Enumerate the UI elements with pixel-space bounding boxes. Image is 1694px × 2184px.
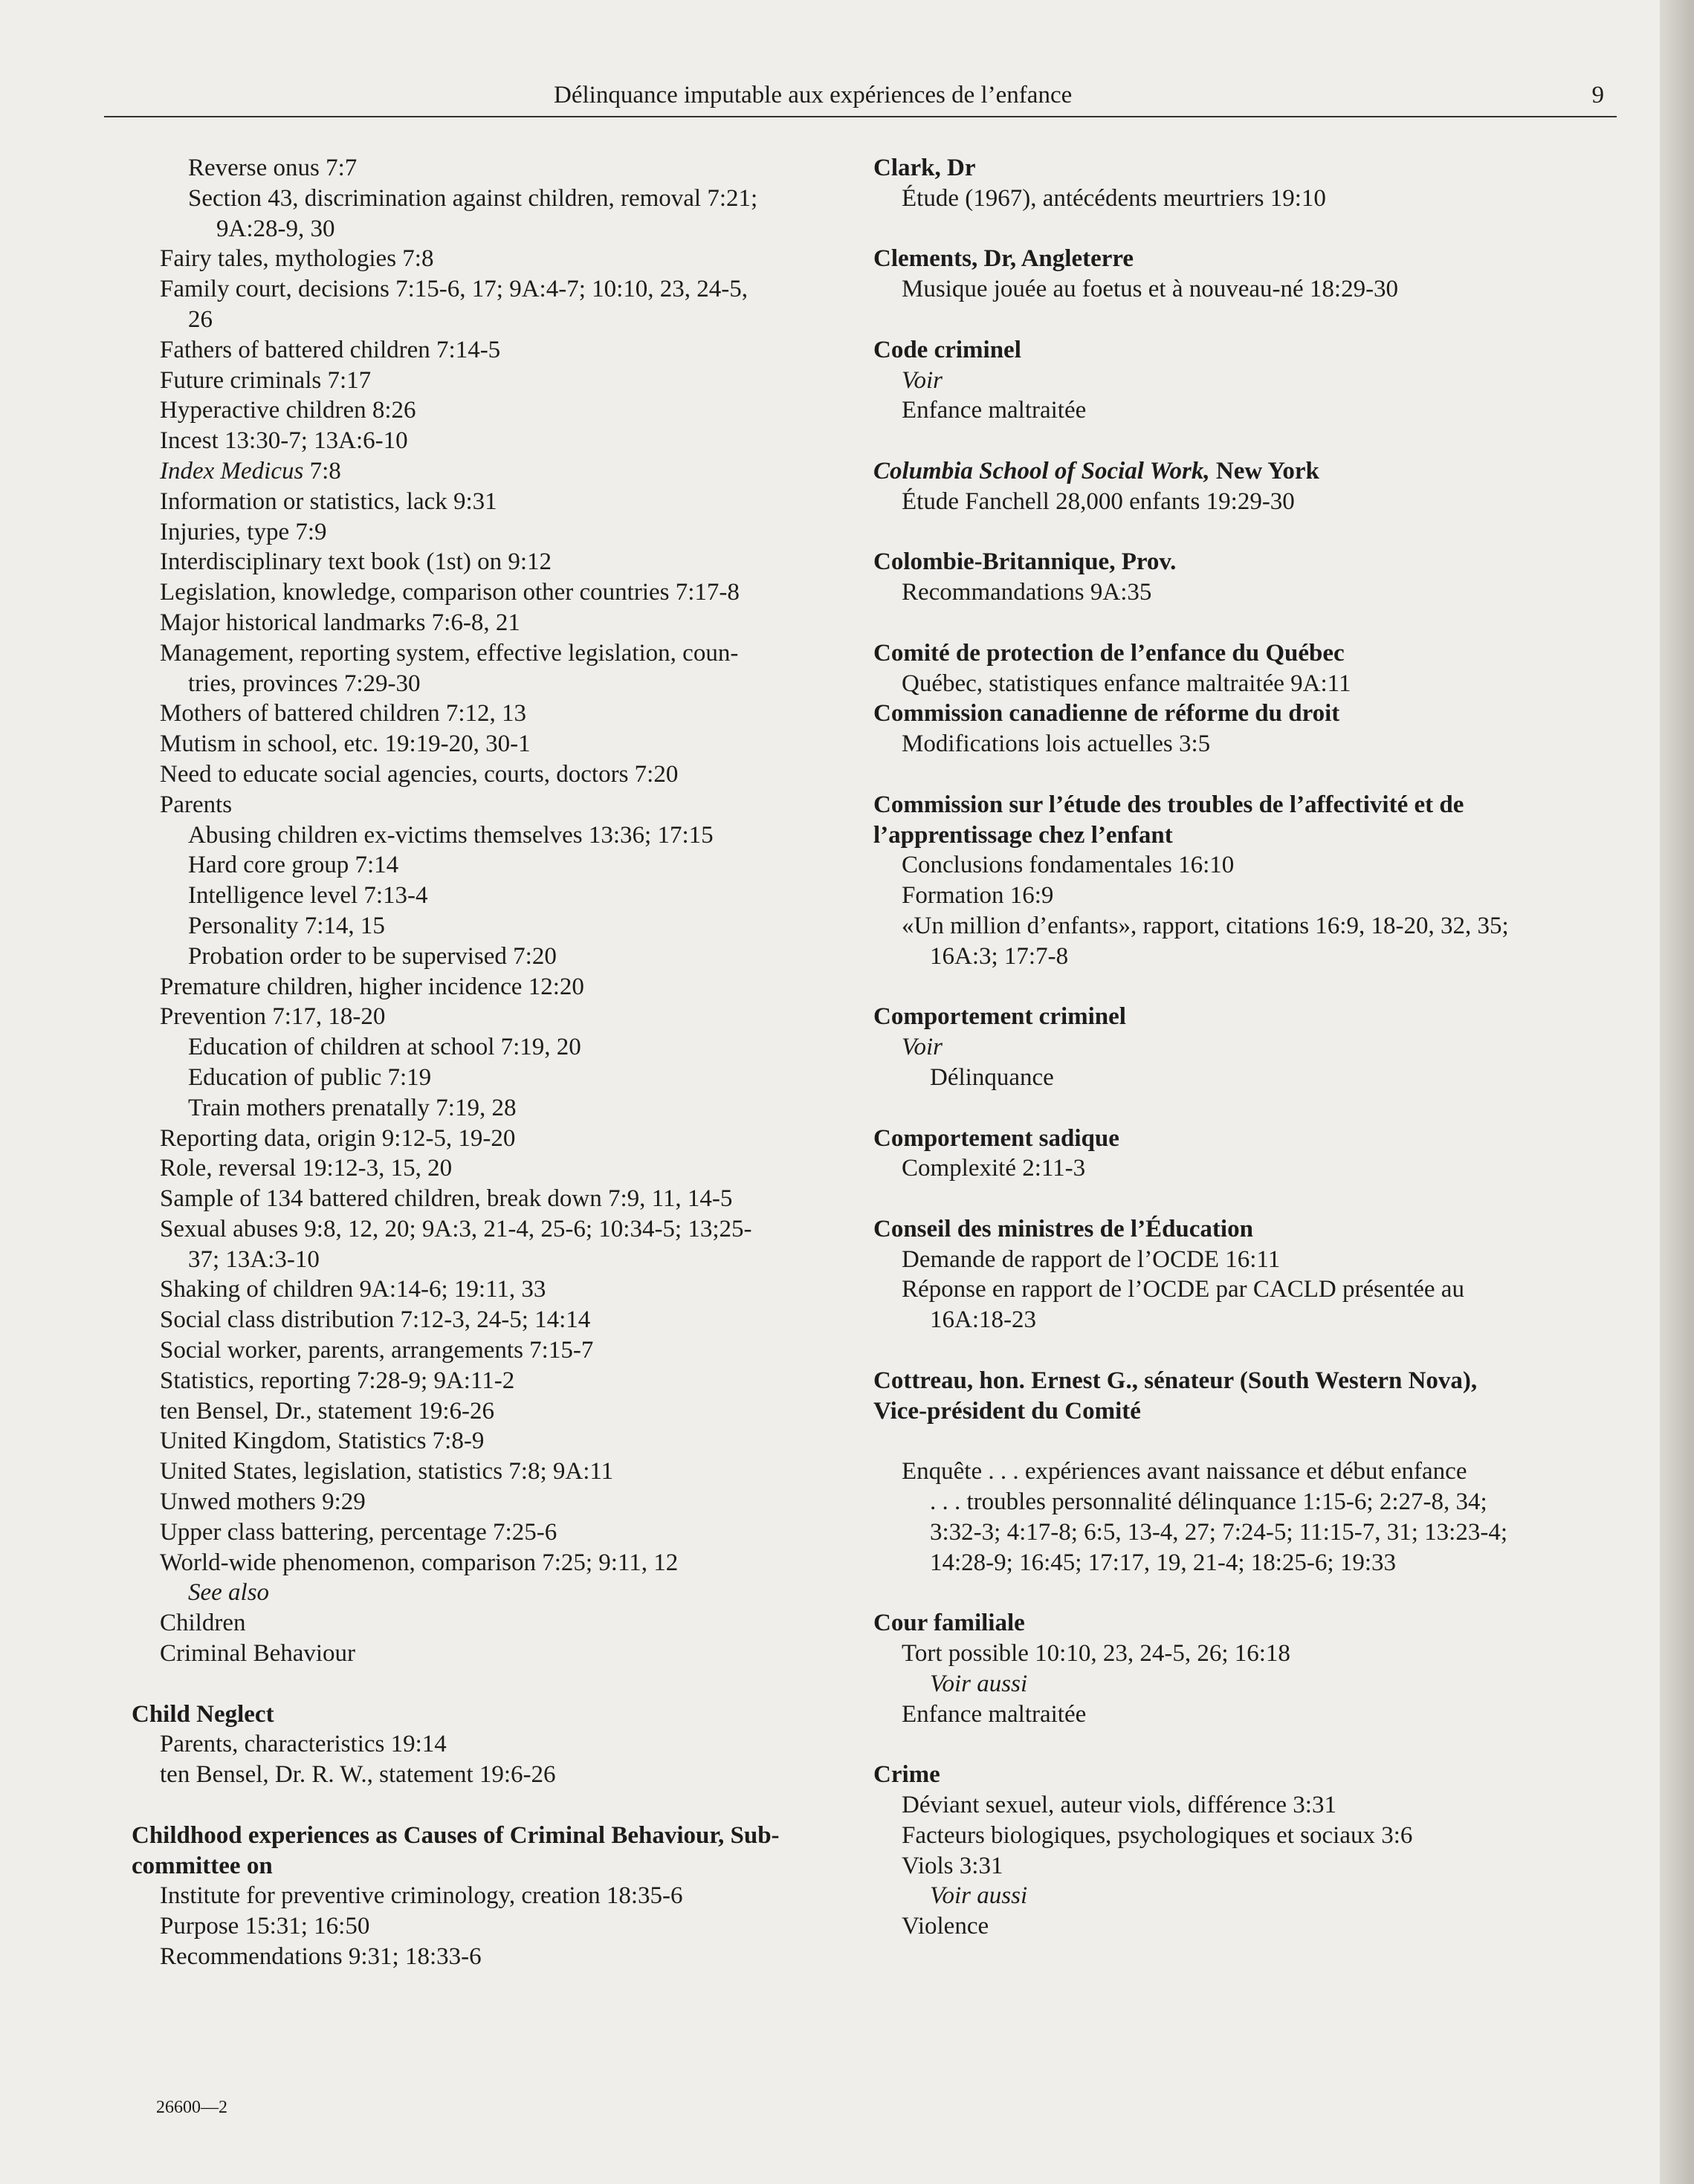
index-entry: Purpose 15:31; 16:50 <box>160 1913 370 1940</box>
index-entry: . . . troubles personnalité délinquance 1:15-6; 2:27-8, 34; <box>930 1488 1487 1516</box>
index-heading: l’apprentissage chez l’enfant <box>873 821 1173 849</box>
index-entry: Enquête . . . expériences avant naissance et début enfance <box>902 1458 1467 1485</box>
see-also-label: Voir aussi <box>930 1670 1028 1697</box>
index-entry: Délinquance <box>930 1063 1054 1091</box>
index-entry: Criminal Behaviour <box>160 1640 356 1668</box>
index-entry: Shaking of children 9A:14-6; 19:11, 33 <box>160 1276 546 1303</box>
index-entry: 14:28-9; 16:45; 17:17, 19, 21-4; 18:25-6; 19:33 <box>930 1549 1396 1576</box>
index-entry: Education of public 7:19 <box>188 1063 432 1091</box>
page-number: 9 <box>1591 82 1604 108</box>
entry-gap <box>873 1729 1617 1760</box>
running-header <box>520 79 1620 111</box>
index-entry: Parents, characteristics 19:14 <box>160 1731 447 1758</box>
entry-gap <box>873 608 1617 638</box>
index-entry: Train mothers prenatally 7:19, 28 <box>188 1094 517 1121</box>
index-entry: ten Bensel, Dr., statement 19:6-26 <box>160 1397 494 1425</box>
index-heading: Commission canadienne de réforme du droit <box>873 700 1340 728</box>
index-entry: Upper class battering, percentage 7:25-6 <box>160 1518 557 1546</box>
index-entry: Reporting data, origin 9:12-5, 19-20 <box>160 1124 516 1152</box>
index-entry: tries, provinces 7:29-30 <box>188 670 421 697</box>
index-entry: Children <box>160 1610 246 1637</box>
see-also-label: Voir <box>902 1034 943 1061</box>
index-entry: Major historical landmarks 7:6-8, 21 <box>160 609 520 636</box>
index-entry: United States, legislation, statistics 7:8; 9A:11 <box>160 1458 614 1485</box>
index-entry: 16A:3; 17:7-8 <box>930 942 1069 970</box>
index-entry: Unwed mothers 9:29 <box>160 1488 366 1516</box>
index-entry: Viols 3:31 <box>902 1852 1003 1879</box>
index-entry: Reverse onus 7:7 <box>188 155 358 181</box>
index-entry: Fathers of battered children 7:14-5 <box>160 336 501 363</box>
index-heading: Comité de protection de l’enfance du Québec <box>873 639 1345 667</box>
index-entry: Réponse en rapport de l’OCDE par CACLD présentée au <box>902 1276 1464 1303</box>
entry-gap <box>873 1426 1617 1456</box>
index-entry: Family court, decisions 7:15-6, 17; 9A:4-7; 10:10, 23, 24-5, <box>160 276 749 303</box>
index-entry: Parents <box>160 791 233 818</box>
index-entry: Complexité 2:11-3 <box>902 1155 1086 1182</box>
index-entry: Québec, statistiques enfance maltraitée 9A:11 <box>902 670 1351 697</box>
entry-gap <box>132 1790 841 1821</box>
index-entry: Facteurs biologiques, psychologiques et sociaux 3:6 <box>902 1821 1413 1849</box>
index-entry: Injuries, type 7:9 <box>160 518 327 545</box>
index-entry: Probation order to be supervised 7:20 <box>188 942 557 970</box>
index-entry: Intelligence level 7:13-4 <box>188 882 428 910</box>
page-edge-shadow <box>1660 0 1694 2184</box>
entry-gap <box>873 759 1617 790</box>
index-entry: Modifications lois actuelles 3:5 <box>902 730 1211 758</box>
index-entry: Enfance maltraitée <box>902 397 1087 424</box>
index-entry: Violence <box>902 1913 989 1940</box>
entry-gap <box>873 1184 1617 1214</box>
index-entry: Prevention 7:17, 18-20 <box>160 1003 386 1031</box>
index-entry: Tort possible 10:10, 23, 24-5, 26; 16:18 <box>902 1640 1290 1668</box>
index-entry: Hard core group 7:14 <box>188 852 399 879</box>
index-entry: Formation 16:9 <box>902 882 1054 910</box>
entry-gap <box>873 517 1617 548</box>
index-heading: Commission sur l’étude des troubles de l’affectivité et de <box>873 791 1464 818</box>
index-entry: Fairy tales, mythologies 7:8 <box>160 245 434 273</box>
entry-gap <box>873 305 1617 335</box>
see-also-label: See also <box>188 1579 270 1607</box>
entry-gap <box>873 1578 1617 1608</box>
entry-gap <box>873 1335 1617 1366</box>
index-entry: Institute for preventive criminology, creation 18:35-6 <box>160 1882 683 1910</box>
index-entry: Recommendations 9:31; 18:33-6 <box>160 1943 482 1971</box>
index-entry: Mutism in school, etc. 19:19-20, 30-1 <box>160 730 531 758</box>
index-entry: 9A:28-9, 30 <box>216 215 335 242</box>
index-column-left <box>132 153 841 1972</box>
index-entry: Legislation, knowledge, comparison other countries 7:17-8 <box>160 579 740 606</box>
index-entry: 37; 13A:3-10 <box>188 1245 320 1273</box>
index-entry: Incest 13:30-7; 13A:6-10 <box>160 427 408 455</box>
index-entry: United Kingdom, Statistics 7:8-9 <box>160 1428 485 1455</box>
entry-gap <box>132 1669 841 1699</box>
index-entry: Social worker, parents, arrangements 7:15-7 <box>160 1337 594 1364</box>
index-entry: Role, reversal 19:12-3, 15, 20 <box>160 1155 453 1182</box>
index-entry: 3:32-3; 4:17-8; 6:5, 13-4, 27; 7:24-5; 11:15-7, 31; 13:23-4; <box>930 1518 1507 1546</box>
index-entry: Sample of 134 battered children, break down 7:9, 11, 14-5 <box>160 1185 733 1213</box>
index-entry: Section 43, discrimination against children, removal 7:21; <box>188 184 758 212</box>
index-heading: Child Neglect <box>132 1700 274 1728</box>
see-also-label: Voir aussi <box>930 1882 1028 1910</box>
index-entry: Sexual abuses 9:8, 12, 20; 9A:3, 21-4, 25-6; 10:34-5; 13;25- <box>160 1215 752 1242</box>
index-entry: Étude Fanchell 28,000 enfants 19:29-30 <box>902 487 1295 515</box>
index-entry: Future criminals 7:17 <box>160 366 372 394</box>
index-heading: committee on <box>132 1852 273 1879</box>
index-entry: Enfance maltraitée <box>902 1700 1087 1728</box>
entry-gap <box>873 1093 1617 1124</box>
index-heading: Cour familiale <box>873 1610 1025 1637</box>
see-also-label: Voir <box>902 366 943 394</box>
index-entry: Need to educate social agencies, courts, doctors 7:20 <box>160 760 679 788</box>
index-entry: Étude (1967), antécédents meurtriers 19:10 <box>902 184 1326 212</box>
index-heading: Conseil des ministres de l’Éducation <box>873 1215 1253 1242</box>
index-entry: Demande de rapport de l’OCDE 16:11 <box>902 1245 1281 1273</box>
index-heading: Cottreau, hon. Ernest G., sénateur (South Western Nova), <box>873 1367 1478 1394</box>
index-heading: Clark, Dr <box>873 155 976 181</box>
index-heading: Colombie-Britannique, Prov. <box>873 548 1177 576</box>
index-entry: 26 <box>188 305 213 333</box>
entry-rest: New York <box>1209 457 1319 485</box>
index-heading: Vice-président du Comité <box>873 1397 1141 1425</box>
index-entry: World-wide phenomenon, comparison 7:25; 9:11, 12 <box>160 1549 679 1576</box>
index-heading: Comportement sadique <box>873 1124 1119 1152</box>
index-entry: «Un million d’enfants», rapport, citations 16:9, 18-20, 32, 35; <box>902 912 1509 939</box>
index-heading <box>873 456 1617 487</box>
index-entry: Personality 7:14, 15 <box>188 912 385 939</box>
index-entry: Hyperactive children 8:26 <box>160 397 416 424</box>
index-heading: Comportement criminel <box>873 1003 1126 1031</box>
index-entry: 16A:18-23 <box>930 1306 1036 1334</box>
index-heading: Code criminel <box>873 336 1021 363</box>
entry-gap <box>873 426 1617 456</box>
index-entry: Musique jouée au foetus et à nouveau-né 18:29-30 <box>902 276 1399 303</box>
index-heading: Childhood experiences as Causes of Criminal Behaviour, Sub- <box>132 1821 780 1849</box>
entry-italic-part: Index Medicus <box>160 457 304 485</box>
index-entry: Interdisciplinary text book (1st) on 9:12 <box>160 548 552 576</box>
index-entry: Management, reporting system, effective legislation, coun- <box>160 639 739 667</box>
index-entry: Statistics, reporting 7:28-9; 9A:11-2 <box>160 1367 515 1394</box>
running-header-title: Délinquance imputable aux expériences de l’enfance <box>554 82 1073 108</box>
index-entry: Abusing children ex-victims themselves 13:36; 17:15 <box>188 821 714 849</box>
index-entry: Social class distribution 7:12-3, 24-5; 14:14 <box>160 1306 591 1334</box>
entry-gap <box>873 214 1617 244</box>
index-entry: Mothers of battered children 7:12, 13 <box>160 700 527 728</box>
entry-italic-part: Columbia School of Social Work, <box>873 457 1210 485</box>
footer-print-code: 26600—2 <box>156 2098 227 2117</box>
index-entry: Conclusions fondamentales 16:10 <box>902 852 1235 879</box>
index-entry: ten Bensel, Dr. R. W., statement 19:6-26 <box>160 1761 556 1789</box>
index-entry: Recommandations 9A:35 <box>902 579 1152 606</box>
index-entry: Information or statistics, lack 9:31 <box>160 487 497 515</box>
index-entry: Déviant sexuel, auteur viols, différence 3:31 <box>902 1792 1336 1819</box>
index-heading: Crime <box>873 1761 940 1789</box>
index-column-right <box>873 153 1617 1942</box>
index-entry <box>132 456 841 487</box>
index-heading: Clements, Dr, Angleterre <box>873 245 1134 273</box>
header-rule <box>104 116 1617 117</box>
index-entry: Education of children at school 7:19, 20 <box>188 1034 581 1061</box>
index-entry: Premature children, higher incidence 12:20 <box>160 973 584 1000</box>
entry-rest: 7:8 <box>303 457 341 485</box>
entry-gap <box>873 972 1617 1002</box>
